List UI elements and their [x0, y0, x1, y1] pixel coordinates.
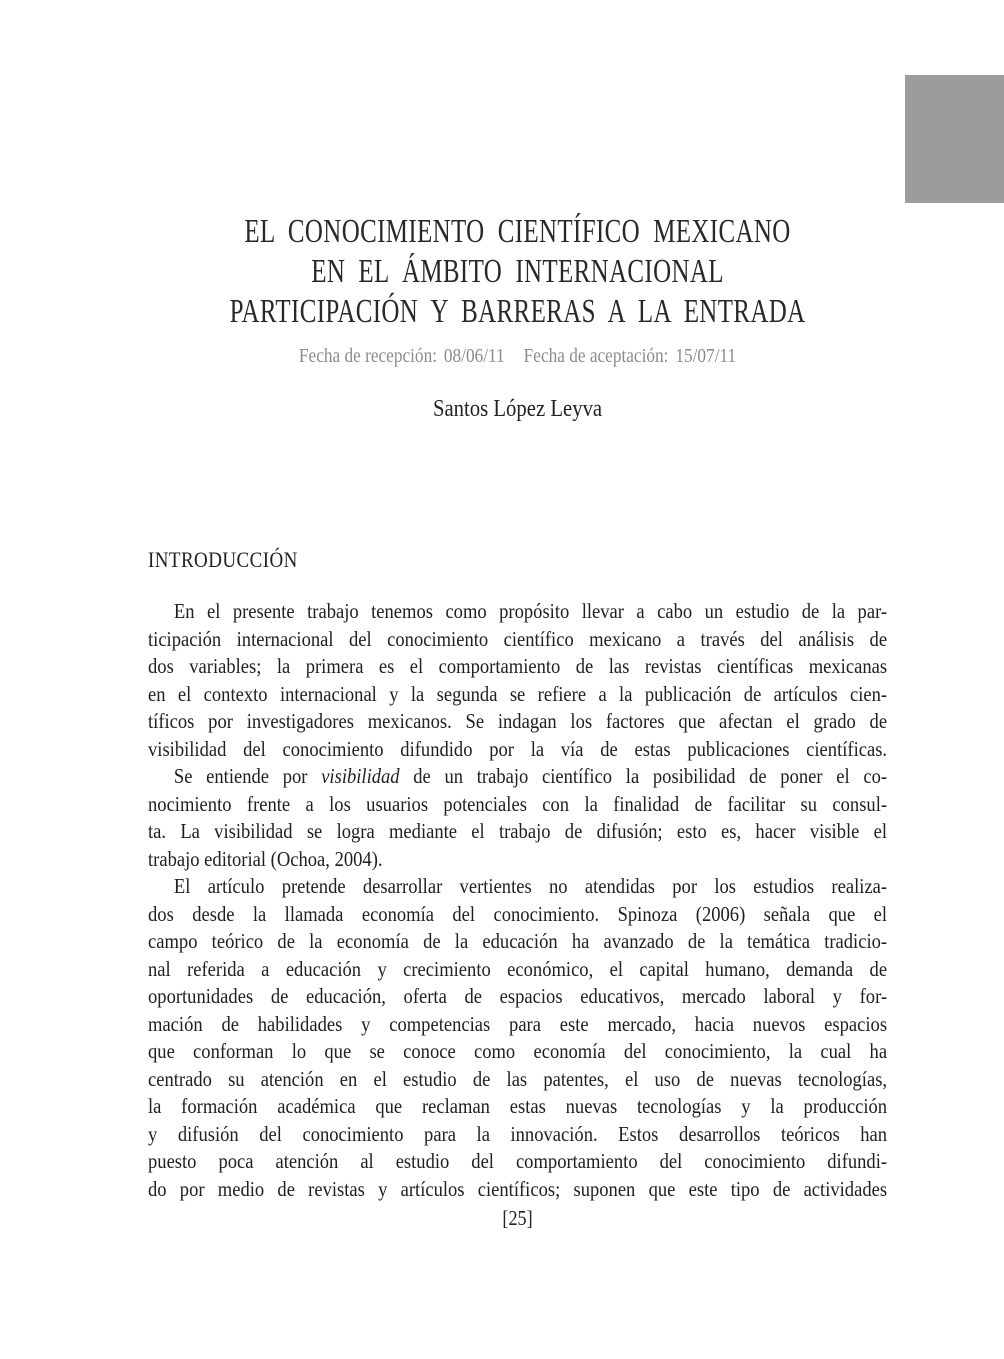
reception-date-value: 08/06/11: [443, 345, 505, 367]
paragraph: [148, 873, 887, 1203]
body-text-line: dos variables; la primera es el comportamiento de las revistas científicas mexicanas: [148, 654, 888, 678]
body-text-line: do por medio de revistas y artículos científicos; suponen que este tipo de actividades: [148, 1176, 888, 1201]
body-text-line: nal referida a educación y crecimiento económico, el capital humano, demanda de: [148, 956, 888, 981]
body-text-line: la formación académica que reclaman estas nuevas tecnologías y la producción: [148, 1094, 888, 1118]
submission-dates: [148, 345, 887, 368]
body-text-line: oportunidades de educación, oferta de espacios educativos, mercado laboral y for-: [148, 984, 888, 1008]
acceptance-date-label: Fecha de aceptación:: [523, 345, 669, 367]
paragraph: [148, 763, 887, 873]
body-text-line: Se entiende por visibilidad de un trabajo científico la posibilidad de poner el co-: [173, 764, 888, 788]
body-text-line: puesto poca atención al estudio del comportamiento del conocimiento difundi-: [148, 1149, 888, 1173]
page-number: [25]: [502, 1206, 533, 1230]
body-text-line: trabajo editorial (Ochoa, 2004).: [148, 846, 383, 871]
corner-gray-block: [905, 75, 1004, 203]
article-title: [148, 212, 887, 332]
body-text-line: nocimiento frente a los usuarios potenciales con la finalidad de facilitar su consul-: [148, 791, 888, 816]
article-title-line-2: EN EL ÁMBITO INTERNACIONAL: [311, 253, 724, 290]
body-text-line: dos desde la llamada economía del conocimiento. Spinoza (2006) señala que el: [148, 901, 888, 926]
reception-date-label: Fecha de recepción:: [298, 345, 438, 367]
body-text-line: centrado su atención en el estudio de las patentes, el uso de nuevas tecnologías,: [148, 1066, 888, 1091]
body-text-line: en el contexto internacional y la segunda se refiere a la publicación de artículos cien-: [148, 681, 888, 706]
author-name: Santos López Leyva: [432, 396, 603, 422]
body-text-line: y difusión del conocimiento para la innovación. Estos desarrollos teóricos han: [148, 1121, 888, 1146]
acceptance-date-value: 15/07/11: [675, 345, 737, 367]
body-text-line: visibilidad del conocimiento difundido por la vía de estas publicaciones científicas.: [148, 736, 888, 761]
section-heading-introduccion: INTRODUCCIÓN: [148, 547, 298, 572]
paragraph: [148, 598, 887, 763]
body-text-line: ticipación internacional del conocimiento científico mexicano a través del análisis de: [148, 626, 888, 651]
body-text-line: tíficos por investigadores mexicanos. Se indagan los factores que afectan el grado de: [148, 709, 888, 733]
body-text-line: campo teórico de la economía de la educación ha avanzado de la temática tradicio-: [148, 929, 888, 953]
body-text-line: que conforman lo que se conoce como economía del conocimiento, la cual ha: [148, 1039, 888, 1063]
body-text-line: El artículo pretende desarrollar vertientes no atendidas por los estudios realiza-: [173, 874, 888, 898]
body-text-line: ta. La visibilidad se logra mediante el trabajo de difusión; esto es, hacer visible el: [148, 819, 888, 843]
body-text-line: mación de habilidades y competencias para este mercado, hacia nuevos espacios: [148, 1011, 888, 1036]
article-title-line-1: EL CONOCIMIENTO CIENTÍFICO MEXICANO: [244, 213, 791, 250]
paragraphs: [148, 598, 887, 1203]
body-text-line: En el presente trabajo tenemos como propósito llevar a cabo un estudio de la par-: [173, 599, 888, 623]
article-title-line-3: PARTICIPACIÓN Y BARRERAS A LA ENTRADA: [229, 293, 806, 330]
